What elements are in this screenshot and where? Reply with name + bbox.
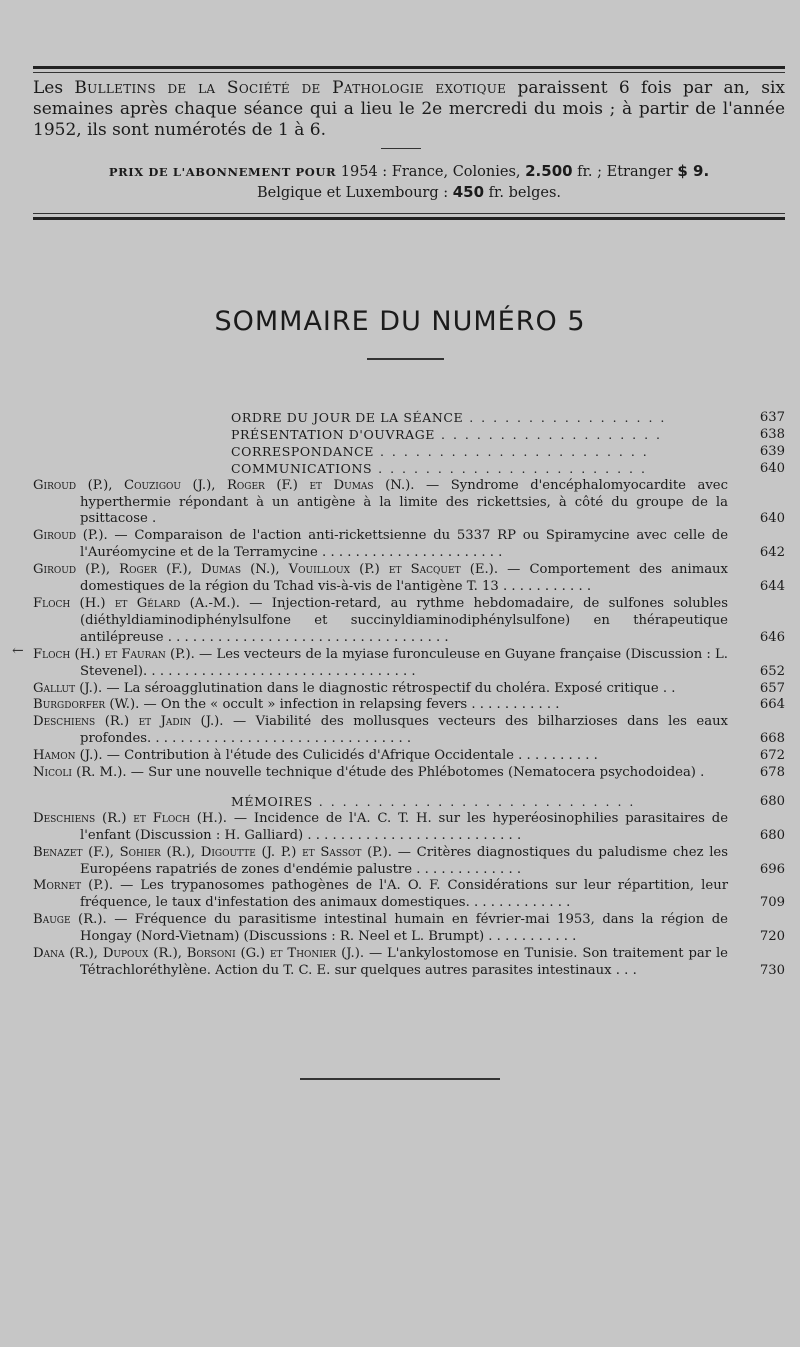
page-number: 637 bbox=[759, 410, 785, 425]
toc-section-heading bbox=[33, 410, 785, 427]
entry-authors: Deschiens (R.) et Jadin (J.). bbox=[33, 714, 224, 730]
entry-title: — Syndrome d'encéphalomyocardite avec hyperthermie répondant à un antigène à la limite des rickettsies, à côté du groupe de la psittacose . bbox=[80, 477, 728, 527]
page-number: 696 bbox=[759, 861, 785, 877]
top-rule-thin bbox=[33, 72, 785, 73]
subscription-price bbox=[33, 161, 785, 203]
toc-entry bbox=[33, 478, 785, 529]
toc-entry bbox=[33, 765, 785, 782]
toc-entry-text bbox=[33, 478, 728, 529]
page-number: 730 bbox=[759, 963, 785, 978]
entry-authors: Giroud (P.). bbox=[33, 528, 108, 544]
leader-dots: . . . . . . . . . . . . . . . . . bbox=[463, 410, 667, 425]
toc-entry bbox=[33, 697, 785, 714]
toc-entry-text bbox=[33, 562, 728, 596]
price-france-amount: 2.500 bbox=[525, 162, 573, 180]
leader-dots: . . . . . . . . . . . . . . . . . . . bbox=[435, 426, 663, 442]
page-number: 680 bbox=[759, 827, 785, 843]
entry-authors: Floch (H.) et Gélard (A.-M.). bbox=[33, 595, 240, 611]
page-number: 642 bbox=[759, 545, 785, 561]
toc-entry-text bbox=[33, 410, 728, 427]
toc-entry bbox=[33, 748, 785, 765]
price-foreign: $ 9. bbox=[677, 162, 710, 180]
page-number: 639 bbox=[759, 443, 785, 459]
toc-entry-text bbox=[33, 714, 728, 748]
page-number: 657 bbox=[759, 680, 785, 696]
intro-paragraph bbox=[33, 78, 785, 141]
entry-title: — Contribution à l'étude des Culicidés d'Afrique Occidentale . . . . . . . . . . bbox=[102, 748, 598, 764]
entry-title: — L'ankylostomose en Tunisie. Son traitement par le Tétrachloréthylène. Action du T. C. E. sur quelques autres parasites intestinaux . . . bbox=[80, 946, 728, 978]
toc-entry bbox=[33, 811, 785, 845]
toc-entry bbox=[33, 596, 785, 647]
section-label: COMMUNICATIONS bbox=[231, 460, 373, 476]
entry-authors: Mornet (P.). bbox=[33, 878, 114, 894]
entry-authors: Deschiens (R.) et Floch (H.). bbox=[33, 810, 227, 826]
page-number: 709 bbox=[759, 895, 785, 911]
toc-entry-text bbox=[33, 845, 728, 879]
toc-entry bbox=[33, 647, 785, 681]
intro-text: paraissent 6 fois par an, six semaines après chaque séance qui a lieu le 2e mercredi du mois ; à partir de l'année 1952, ils sont numérotés de 1 à 6. bbox=[33, 78, 785, 140]
intro-divider bbox=[381, 148, 421, 149]
title-divider bbox=[367, 358, 444, 360]
price-belgium-text: Belgique et Luxembourg : bbox=[256, 185, 453, 201]
page-number: 638 bbox=[759, 426, 785, 442]
price-france-unit: fr. ; Etranger bbox=[572, 164, 678, 180]
price-belgium-unit: fr. belges. bbox=[484, 185, 562, 201]
intro-prefix: Les bbox=[33, 78, 75, 98]
toc-entry bbox=[33, 714, 785, 748]
entry-title: — Incidence de l'A. C. T. H. sur les hyperéosinophilies parasitaires de l'enfant (Discussion : H. Galliard) . . . . . . . . . . . . . . . . . . . . . . . . . . bbox=[80, 810, 728, 843]
section-label: CORRESPONDANCE bbox=[231, 443, 374, 459]
toc-entry-text bbox=[33, 765, 728, 782]
toc-entry-text bbox=[33, 912, 728, 946]
page-number: 640 bbox=[759, 460, 785, 476]
entry-authors: Floch (H.) et Fauran (P.). bbox=[33, 646, 195, 662]
entry-authors: Nicoli (R. M.). bbox=[33, 765, 127, 781]
toc-entry-text bbox=[33, 811, 728, 845]
bottom-divider bbox=[300, 1078, 500, 1080]
entry-title: — Comparaison de l'action anti-rickettsienne du 5337 RP ou Spiramycine avec celle de l'Auréomycine et de la Terramycine . . . . . . . . . . . . . . . . . . . . . . bbox=[80, 528, 728, 561]
page-number: 680 bbox=[759, 793, 785, 809]
toc-entry-text bbox=[33, 427, 728, 444]
page-number: 672 bbox=[759, 748, 785, 764]
entry-title: — La séroagglutination dans le diagnostic rétrospectif du choléra. Exposé critique . . bbox=[102, 680, 676, 696]
price-year: 1954 bbox=[340, 164, 378, 180]
toc-entry bbox=[33, 528, 785, 562]
entry-authors: Dana (R.), Dupoux (R.), Borsoni (G.) et Thonier (J.). bbox=[33, 946, 365, 962]
toc-section-heading bbox=[33, 461, 785, 478]
toc-entry bbox=[33, 912, 785, 946]
entry-title: — Les trypanosomes pathogènes de l'A. O. F. Considérations sur leur répartition, leur fréquence, le taux d'infestation des animaux domestiques. . . . . . . . . . . . . bbox=[80, 878, 728, 911]
toc-entry-text bbox=[33, 647, 728, 681]
toc-entry-text bbox=[33, 528, 728, 562]
toc-entry-text bbox=[33, 748, 728, 765]
entry-authors: Benazet (F.), Sohier (R.), Digoutte (J. P.) et Sassot (P.). bbox=[33, 844, 393, 860]
entry-title: — Injection-retard, au rythme hebdomadaire, de sulfones solubles (diéthyldiaminodiphénylsulfone et succinyldiaminodiphénylsulfone) en thérapeutique antilépreuse . . . . . . . . . . . . . . . . . . . . . . . . . . . . . . . . . . bbox=[80, 595, 728, 645]
section-label: MÉMOIRES bbox=[231, 793, 313, 809]
page-number: 640 bbox=[759, 511, 785, 527]
page-number: 652 bbox=[759, 663, 785, 679]
margin-arrow-mark: ← bbox=[12, 643, 24, 659]
entry-title: — On the « occult » infection in relapsing fevers . . . . . . . . . . . bbox=[139, 697, 560, 713]
toc-entry-text bbox=[33, 697, 728, 714]
page-number: 646 bbox=[759, 629, 785, 645]
toc-entry-text bbox=[33, 794, 728, 811]
toc-entry-text bbox=[33, 461, 728, 478]
toc-entry-text bbox=[33, 878, 728, 912]
page-number: 664 bbox=[759, 697, 785, 713]
toc-section-heading bbox=[33, 444, 785, 461]
entry-authors: Gallut (J.). bbox=[33, 680, 103, 696]
toc-entry-text bbox=[33, 444, 728, 461]
toc-entry bbox=[33, 878, 785, 912]
table-of-contents bbox=[33, 410, 785, 980]
entry-title: — Critères diagnostiques du paludisme chez les Européens rapatriés de zones d'endémie palustre . . . . . . . . . . . . . bbox=[80, 844, 729, 877]
entry-authors: Giroud (P.), Couzigou (J.), Roger (F.) et Dumas (N.). bbox=[33, 477, 415, 493]
page-number: 678 bbox=[759, 765, 785, 781]
price-rule bbox=[33, 217, 785, 220]
bulletin-title: Bulletins de la Société de Pathologie exotique bbox=[74, 78, 507, 98]
toc-entry-text bbox=[33, 681, 728, 698]
page-number: 720 bbox=[759, 929, 785, 945]
summary-title: SOMMAIRE DU NUMÉRO 5 bbox=[214, 306, 586, 337]
entry-authors: Hamon (J.). bbox=[33, 748, 103, 764]
entry-title: — Les vecteurs de la myiase furonculeuse en Guyane française (Discussion : L. Stevenel). . . . . . . . . . . . . . . . . . . . . . . . . . . . . . . . . bbox=[80, 646, 728, 679]
price-belgium-amount: 450 bbox=[452, 183, 485, 201]
entry-authors: Burgdorfer (W.). bbox=[33, 697, 140, 713]
price-rule-thin bbox=[33, 213, 785, 214]
toc-section-heading bbox=[33, 427, 785, 444]
top-rule bbox=[33, 66, 785, 69]
toc-entry bbox=[33, 681, 785, 698]
toc-entry bbox=[33, 562, 785, 596]
leader-dots: . . . . . . . . . . . . . . . . . . . . . . . bbox=[372, 460, 647, 476]
price-label: PRIX DE L'ABONNEMENT POUR bbox=[108, 165, 337, 179]
toc-entry bbox=[33, 845, 785, 879]
entry-title: — Viabilité des mollusques vecteurs des bilharzioses dans les eaux profondes. . . . . . . . . . . . . . . . . . . . . . . . . . . . . . . . bbox=[80, 714, 728, 747]
toc-entry bbox=[33, 946, 785, 980]
toc-entry-text bbox=[33, 596, 728, 647]
page-number: 644 bbox=[759, 579, 785, 595]
entry-title: — Sur une nouvelle technique d'étude des Phlébotomes (Nematocera psychodoidea) . bbox=[126, 765, 705, 781]
entry-authors: Bauge (R.). bbox=[33, 912, 107, 928]
page-number: 668 bbox=[759, 731, 785, 747]
leader-dots: . . . . . . . . . . . . . . . . . . . . . . . . . . . bbox=[312, 793, 636, 809]
toc-entry-text bbox=[33, 946, 728, 980]
price-france-text: : France, Colonies, bbox=[377, 164, 526, 180]
entry-title: — Fréquence du parasitisme intestinal humain en février-mai 1953, dans la région de Hongay (Nord-Vietnam) (Discussions : R. Neel et L. Brumpt) . . . . . . . . . . . bbox=[80, 912, 728, 945]
section-label: PRÉSENTATION D'OUVRAGE bbox=[231, 426, 436, 442]
entry-authors: Giroud (P.), Roger (F.), Dumas (N.), Vouilloux (P.) et Sacquet (E.). bbox=[33, 562, 499, 578]
toc-section-heading bbox=[33, 794, 785, 811]
entry-title: — Comportement des animaux domestiques de la région du Tchad vis-à-vis de l'antigène T. 13 . . . . . . . . . . . bbox=[80, 562, 728, 595]
section-label: ORDRE DU JOUR DE LA SÉANCE bbox=[231, 410, 464, 425]
leader-dots: . . . . . . . . . . . . . . . . . . . . . . . bbox=[374, 443, 649, 459]
